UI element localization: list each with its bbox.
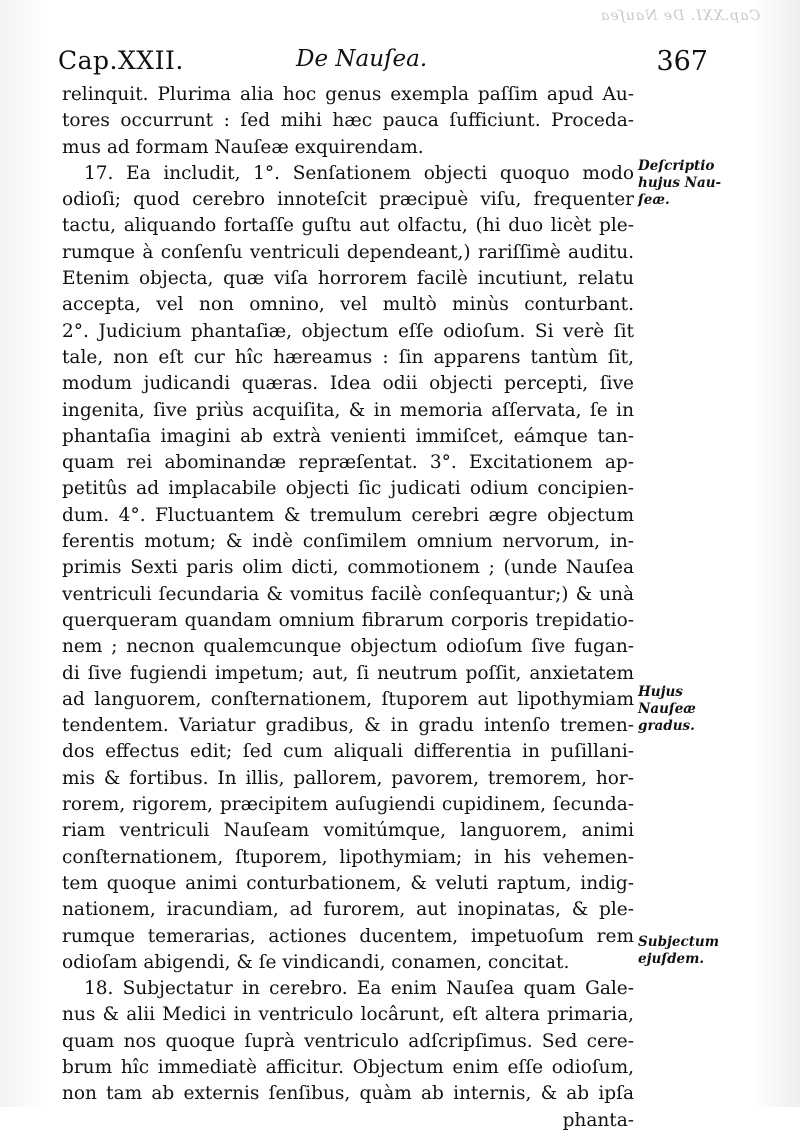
bleed-through-text: Cap.XXI. De Nauſea xyxy=(600,8,761,24)
text-line: odioſam abigendi, & ſe vindicandi, conamen, concitat. xyxy=(62,951,570,973)
text-line: ferentis motum; & indè conſimilem omnium nervorum, in- xyxy=(62,531,634,553)
text-line: nus & alii Medici in ventriculo locârunt, eſt altera primaria, xyxy=(62,1004,634,1026)
text-line: mus ad formam Nauſeæ exquirendam. xyxy=(62,136,424,158)
text-line: primis Sexti paris olim dicti, commotionem ; (unde Nauſea xyxy=(62,557,634,579)
margin-note-line: gradus. xyxy=(638,718,695,734)
text-line: tores occurrunt : ſed mihi hæc pauca ſufficiunt. Proceda- xyxy=(62,110,634,132)
margin-note-descriptio xyxy=(638,158,788,209)
margin-note-line: ejuſdem. xyxy=(638,951,705,967)
margin-note-line: ſeæ. xyxy=(638,192,670,208)
text-line: quam rei abominandæ repræſentat. 3°. Excitationem ap- xyxy=(62,452,634,474)
text-line: accepta, vel non omnino, vel multò minùs conturbant. xyxy=(62,294,634,316)
body-text xyxy=(62,82,634,1134)
text-line: dum. 4°. Fluctuantem & tremulum cerebri ægre objectum xyxy=(62,504,634,526)
text-line: di ſive fugiendi impetum; aut, ſi neutrum poſſit, anxietatem xyxy=(62,662,634,684)
text-line: petitûs ad implacabile objecti ſic judicati odium concipien- xyxy=(62,478,634,500)
running-title: De Nauſea. xyxy=(296,46,428,72)
margin-note-line: Nauſeæ xyxy=(638,701,696,717)
text-line: 2°. Judicium phantaſiæ, objectum eſſe odioſum. Si verè ſit xyxy=(62,320,634,342)
text-line: odioſi; quod cerebro innoteſcit præcipuè viſu, frequenter xyxy=(62,189,634,211)
running-header xyxy=(58,42,708,78)
text-line: non tam ab externis ſenſibus, quàm ab internis, & ab ipſa xyxy=(62,1083,634,1105)
text-line: phantaſia imagini ab extrà venienti immiſcet, eámque tan- xyxy=(62,425,634,447)
text-line: mis & fortibus. In illis, pallorem, pavorem, tremorem, hor- xyxy=(62,767,634,789)
chapter-label: Cap.XXII. xyxy=(58,46,184,75)
text-line: Etenim objecta, quæ viſa horrorem facilè incutiunt, relatu xyxy=(62,268,634,290)
text-line: tale, non eſt cur hîc hæreamus : ſin apparens tantùm ſit, xyxy=(62,346,634,368)
margin-note-line: Subjectum xyxy=(638,934,720,950)
text-line: relinquit. Plurima alia hoc genus exempla paſſim apud Au- xyxy=(62,84,634,105)
margin-note-line: Deſcriptio xyxy=(638,158,715,174)
text-line: dos effectus edit; ſed cum aliquali differentia in puſillani- xyxy=(62,741,634,763)
text-line: nationem, iracundiam, ad furorem, aut inopinatas, & ple- xyxy=(62,899,634,921)
page-number: 367 xyxy=(656,46,708,77)
text-line: tactu, aliquando fortaſſe guſtu aut olfactu, (hi duo licèt ple- xyxy=(62,215,634,237)
text-line: tem quoque animi conturbationem, & veluti raptum, indig- xyxy=(62,872,634,894)
margin-note-gradus xyxy=(638,684,788,735)
text-line: ingenita, ſive priùs acquiſita, & in memoria aſſervata, ſe in xyxy=(62,399,634,421)
text-line: rumque temerarias, actiones ducentem, impetuoſum rem xyxy=(62,925,634,947)
text-line: ventriculi ſecundaria & vomitus facilè conſequantur;) & unà xyxy=(62,583,634,605)
text-line: rorem, rigorem, præcipitem auſugiendi cupidinem, ſecunda- xyxy=(62,794,634,816)
text-line: nem ; necnon qualemcunque objectum odioſum ſive fugan- xyxy=(62,636,634,658)
text-line: conſternationem, ſtuporem, lipothymiam; in his vehemen- xyxy=(62,846,634,868)
margin-note-line: Hujus xyxy=(638,684,683,700)
margin-note-line: hujus Nau- xyxy=(638,175,722,191)
catchword: phanta- xyxy=(562,1109,634,1131)
text-line: quam nos quoque ſuprà ventriculo adſcripſimus. Sed cere- xyxy=(62,1030,634,1052)
text-line: modum judicandi quæras. Idea odii objecti percepti, ſive xyxy=(62,373,634,395)
text-line: 18. Subjectatur in cerebro. Ea enim Nauſea quam Gale- xyxy=(84,978,634,1000)
text-line: 17. Ea includit, 1°. Senſationem objecti quoquo modo xyxy=(84,162,634,184)
margin-note-subjectum xyxy=(638,934,788,968)
text-line: brum hîc immediatè afficitur. Objectum enim eſſe odioſum, xyxy=(62,1056,634,1078)
text-line: tendentem. Variatur gradibus, & in gradu intenſo tremen- xyxy=(62,715,634,737)
text-line: ad languorem, conſternationem, ſtuporem aut lipothymiam xyxy=(62,688,634,710)
text-line: rumque à conſenſu ventriculi dependeant,) rariſſimè auditu. xyxy=(62,241,634,263)
text-line: riam ventriculi Nauſeam vomitúmque, languorem, animi xyxy=(62,820,634,842)
text-line: querqueram quandam omnium fibrarum corporis trepidatio- xyxy=(62,609,634,631)
